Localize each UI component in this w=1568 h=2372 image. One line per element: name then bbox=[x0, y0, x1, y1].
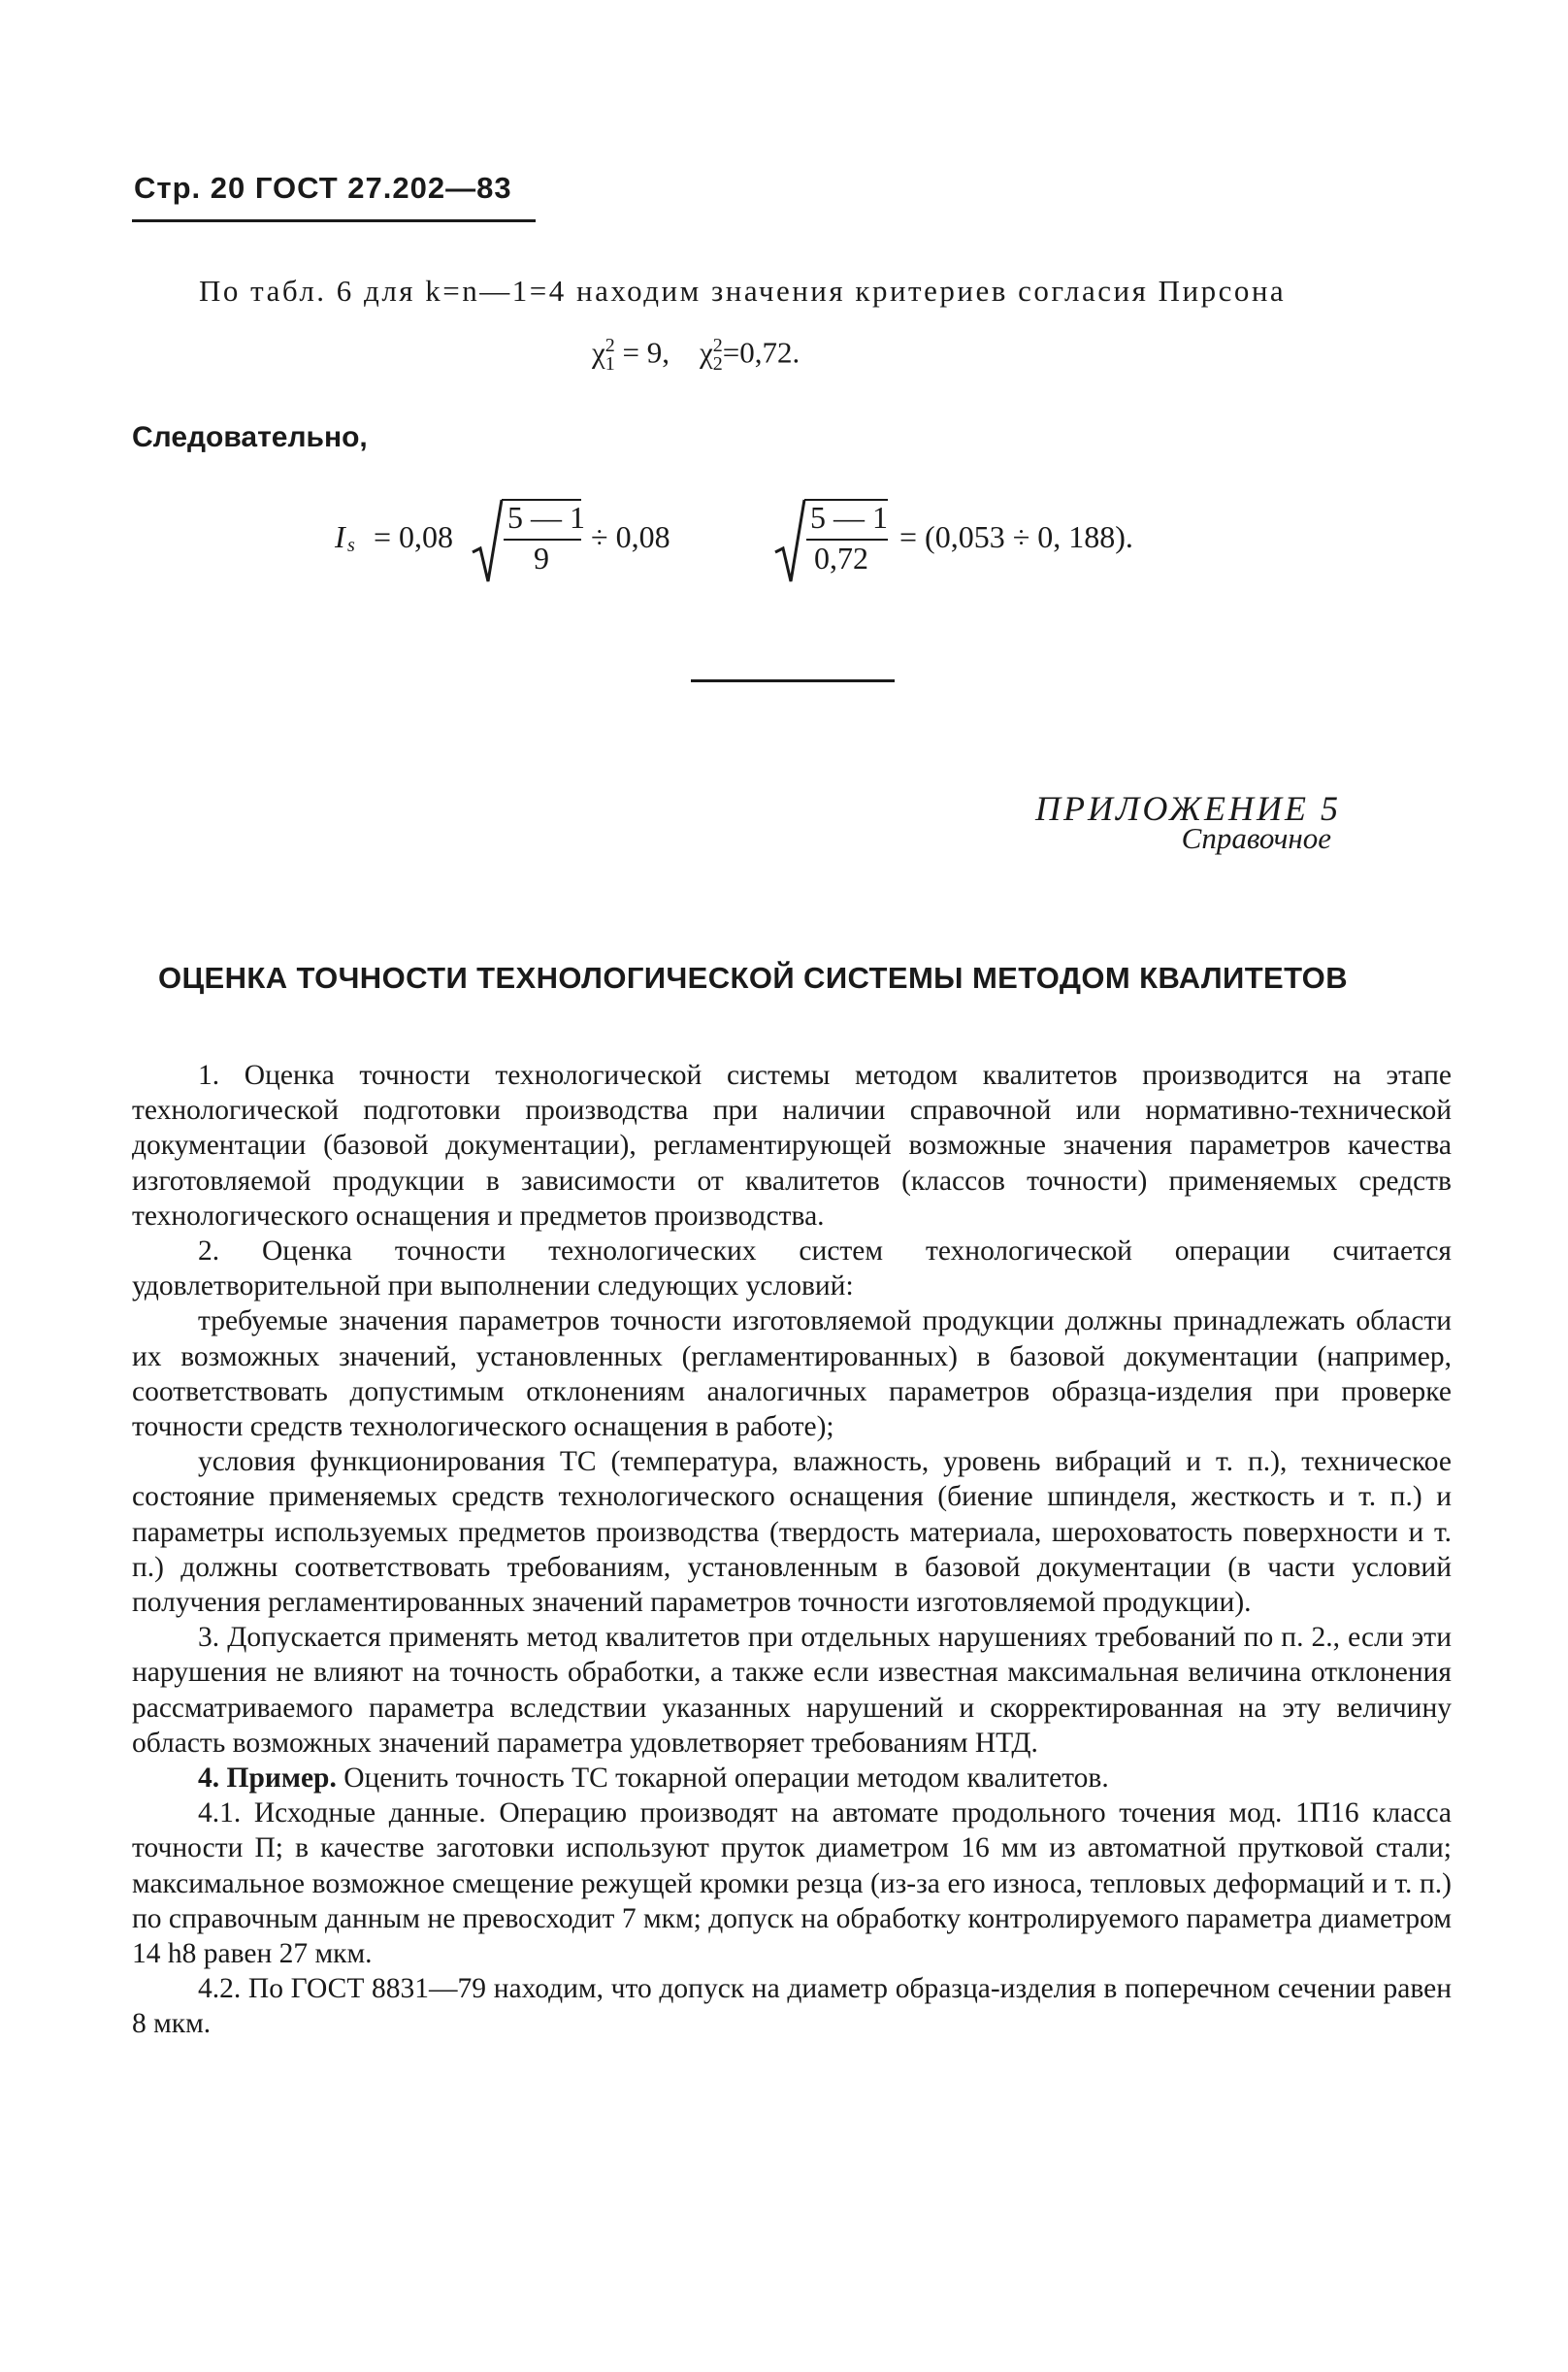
formula-num1: 5 — 1 bbox=[507, 500, 585, 535]
chi1-sub: 1 bbox=[604, 352, 615, 375]
chi2-sup: 2 bbox=[712, 335, 723, 356]
formula-sep: ÷ 0,08 bbox=[591, 519, 670, 554]
formula-den1: 9 bbox=[534, 541, 549, 576]
formula-result: = (0,053 ÷ 0, 188). bbox=[899, 519, 1133, 554]
example-label: 4. Пример. bbox=[198, 1763, 337, 1795]
paragraph-5: 3. Допускается применять метод квалитетов при отдельных нарушениях требований по п. 2., если эти нарушения не влияют на точность обработки, а также если известная максимальная величина отклонения рассматриваемого параметра вследствии указанных нарушений и скорректированная на эту величину область возможных значений параметра удовлетворяет требованиям НТД. bbox=[132, 1622, 1452, 1759]
formula-lhs-sub: s bbox=[347, 535, 355, 556]
chi1-sup: 2 bbox=[604, 335, 615, 356]
section-title: ОЦЕНКА ТОЧНОСТИ ТЕХНОЛОГИЧЕСКОЙ СИСТЕМЫ МЕТОДОМ КВАЛИТЕТОВ bbox=[158, 961, 1348, 995]
paragraph-6 bbox=[132, 1761, 1452, 1795]
chi2-sub: 2 bbox=[712, 352, 723, 375]
example-text: Оценить точность ТС токарной операции методом квалитетов. bbox=[336, 1763, 1109, 1795]
body-text bbox=[132, 1058, 1452, 2042]
paragraph-7: 4.1. Исходные данные. Операцию производят на автомате продольного точения мод. 1П16 класса точности П; в качестве заготовки используют пруток диаметром 16 мм из автоматной прутковой стали; максимальное возможное смещение режущей кромки резца (из-за его износа, тепловых деформаций и т. п.) по справочным данным не превосходит 7 мкм; допуск на обработку контролируемого параметра диаметром 14 h8 равен 27 мкм. bbox=[132, 1797, 1452, 1970]
formula-eq: = 0,08 bbox=[374, 519, 454, 554]
radical-1-icon bbox=[471, 498, 504, 587]
paragraph-1: 1. Оценка точности технологической системы методом квалитетов производится на этапе технологической подготовки производства при наличии справочной или нормативно-технической документации (базовой документации), регламентирующей возможные значения параметров качества изготовляемой продукции в зависимости от квалитетов (классов точности) применяемых средств технологического оснащения и предметов производства. bbox=[132, 1060, 1452, 1232]
radical-2-icon bbox=[773, 498, 806, 587]
chi2-symbol: χ bbox=[700, 335, 713, 370]
section-divider bbox=[691, 679, 895, 682]
formula bbox=[335, 490, 1305, 597]
paragraph-3: требуемые значения параметров точности изготовляемой продукции должны принадлежать области их возможных значений, установленных (регламентированных) в базовой документации (например, соответствовать допустимым отклонениям аналогичных параметров образца-изделия при проверке точности средств технологического оснащения в работе); bbox=[132, 1305, 1452, 1443]
page-header: Стр. 20 ГОСТ 27.202—83 bbox=[134, 171, 512, 205]
appendix-type: Справочное bbox=[1181, 821, 1331, 855]
appendix-label: ПРИЛОЖЕНИЕ 5 bbox=[1035, 789, 1341, 828]
intro-paragraph: По табл. 6 для k=n—1=4 находим значения критериев согласия Пирсона bbox=[199, 274, 1287, 308]
chi1-symbol: χ bbox=[592, 335, 605, 370]
paragraph-8: 4.2. По ГОСТ 8831—79 находим, что допуск на диаметр образца-изделия в поперечном сечении равен 8 мкм. bbox=[132, 1973, 1452, 2040]
header-rule bbox=[132, 219, 536, 222]
chi1-value: = 9, bbox=[614, 335, 670, 370]
chi-square-values bbox=[592, 335, 800, 376]
formula-den2: 0,72 bbox=[814, 541, 868, 576]
chi2-value: =0,72. bbox=[722, 335, 800, 370]
therefore-label: Следовательно, bbox=[132, 421, 368, 453]
paragraph-2: 2. Оценка точности технологических систем технологической операции считается удовлетворительной при выполнении следующих условий: bbox=[132, 1235, 1452, 1302]
formula-lhs: I bbox=[335, 519, 345, 554]
formula-num2: 5 — 1 bbox=[810, 500, 888, 535]
paragraph-4: условия функционирования ТС (температура, влажность, уровень вибраций и т. п.), техническое состояние применяемых средств технологического оснащения (биение шпинделя, жесткость и т. п.) и параметры используемых предметов производства (твердость материала, шероховатость поверхности и т. п.) должны соответствовать требованиям, установленным в базовой документации (в части условий получения регламентированных значений параметров точности изготовляемой продукции). bbox=[132, 1446, 1452, 1619]
